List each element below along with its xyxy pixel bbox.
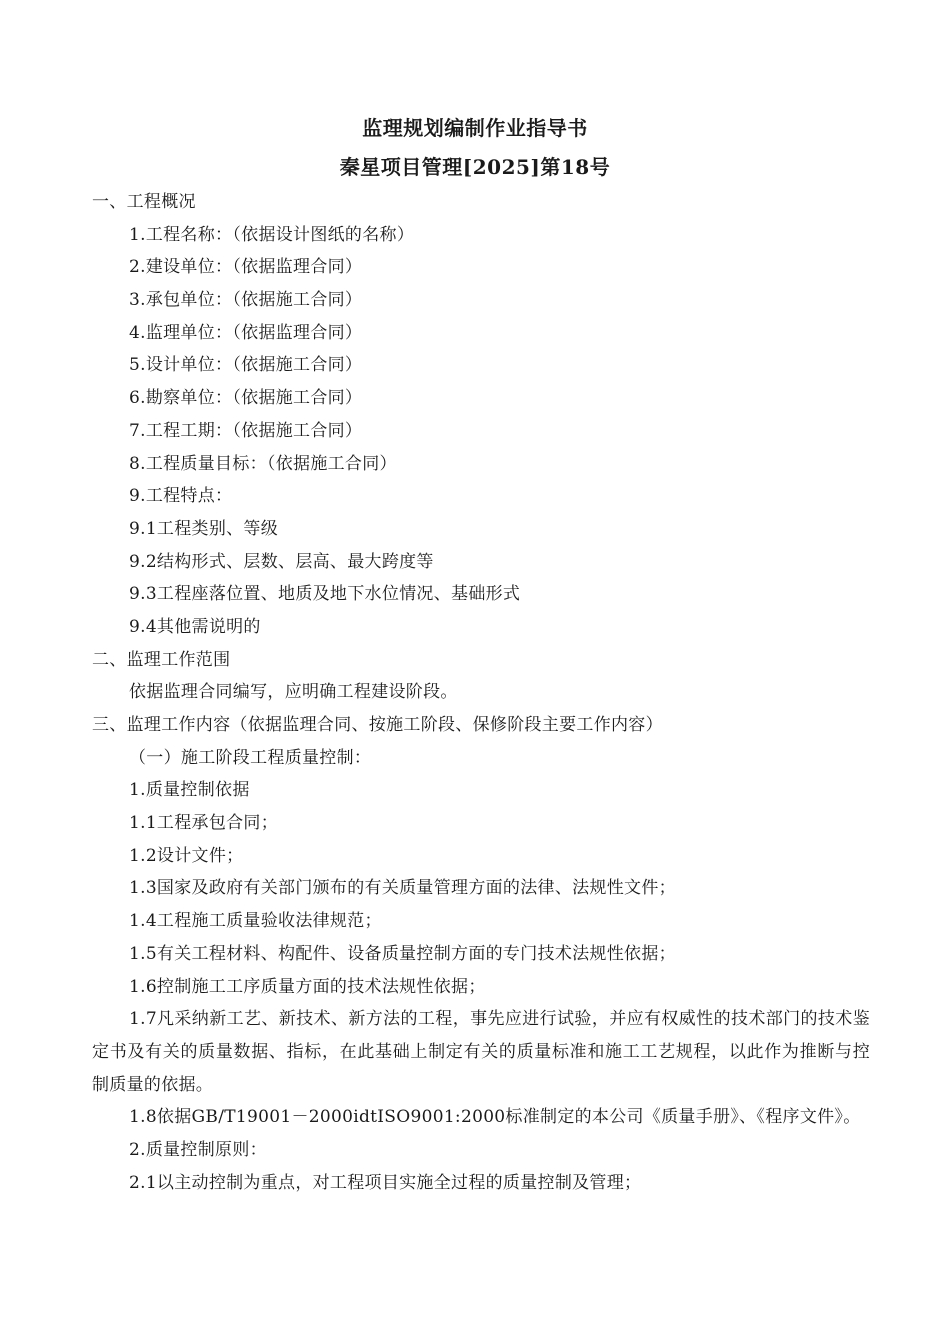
text-line: 1.5有关工程材料、构配件、设备质量控制方面的专门技术法规性依据； (129, 943, 676, 964)
text-line: 6.勘察单位：（依据施工合同） (129, 388, 363, 409)
text-line: 7.工程工期：（依据施工合同） (129, 420, 363, 441)
text-line: 1.质量控制依据 (129, 780, 250, 801)
text-line: 9.1工程类别、等级 (129, 518, 279, 539)
text-line: 2.建设单位：（依据监理合同） (129, 257, 363, 278)
text-line: 1.3国家及政府有关部门颁布的有关质量管理方面的法律、法规性文件； (129, 878, 676, 899)
document-number: 秦星项目管理[2025]第18号 (339, 155, 611, 179)
text-line: 依据监理合同编写，应明确工程建设阶段。 (129, 682, 458, 703)
text-line: 9.工程特点： (129, 486, 233, 507)
text-line: 二、监理工作范围 (92, 649, 231, 670)
text-line: 5.设计单位：（依据施工合同） (129, 355, 363, 376)
document-title: 监理规划编制作业指导书 (362, 116, 588, 140)
section-lines (92, 186, 870, 1003)
text-line: 1.工程名称：（依据设计图纸的名称） (129, 224, 415, 245)
paragraph-1-8: 1.8依据GB/T19001－2000idtISO9001:2000标准制定的本公司《质量手册》、《程序文件》。 (129, 1107, 861, 1128)
text-line: 2.质量控制原则： (129, 1140, 267, 1160)
text-line: 1.2设计文件； (129, 845, 244, 866)
text-line: 9.2结构形式、层数、层高、最大跨度等 (129, 551, 434, 572)
text-line: 三、监理工作内容（依据监理合同、按施工阶段、保修阶段主要工作内容） (92, 715, 663, 735)
paragraph-1-7: 1.7凡采纳新工艺、新技术、新方法的工程，事先应进行试验，并应有权威性的技术部门的技术鉴定书及有关的质量数据、指标，在此基础上制定有关的质量标准和施工工艺规程，以此作为推断与控制质量的依据。 (92, 1009, 870, 1095)
text-line: 1.6控制施工工序质量方面的技术法规性依据； (129, 976, 486, 997)
document-body (92, 186, 870, 1199)
text-line: 1.1工程承包合同； (129, 813, 279, 834)
text-line: 8.工程质量目标：（依据施工合同） (129, 453, 397, 474)
text-line: 9.3工程座落位置、地质及地下水位情况、基础形式 (129, 584, 521, 605)
text-line: 1.4工程施工质量验收法律规范； (129, 911, 382, 932)
text-line: 一、工程概况 (92, 192, 196, 212)
text-line: 2.1以主动控制为重点，对工程项目实施全过程的质量控制及管理； (129, 1172, 642, 1193)
text-line: （一）施工阶段工程质量控制： (129, 747, 372, 768)
text-line: 9.4其他需说明的 (129, 616, 261, 637)
text-line: 3.承包单位：（依据施工合同） (129, 290, 363, 311)
section-lines-after (92, 1134, 870, 1199)
text-line: 4.监理单位：（依据监理合同） (129, 322, 363, 343)
